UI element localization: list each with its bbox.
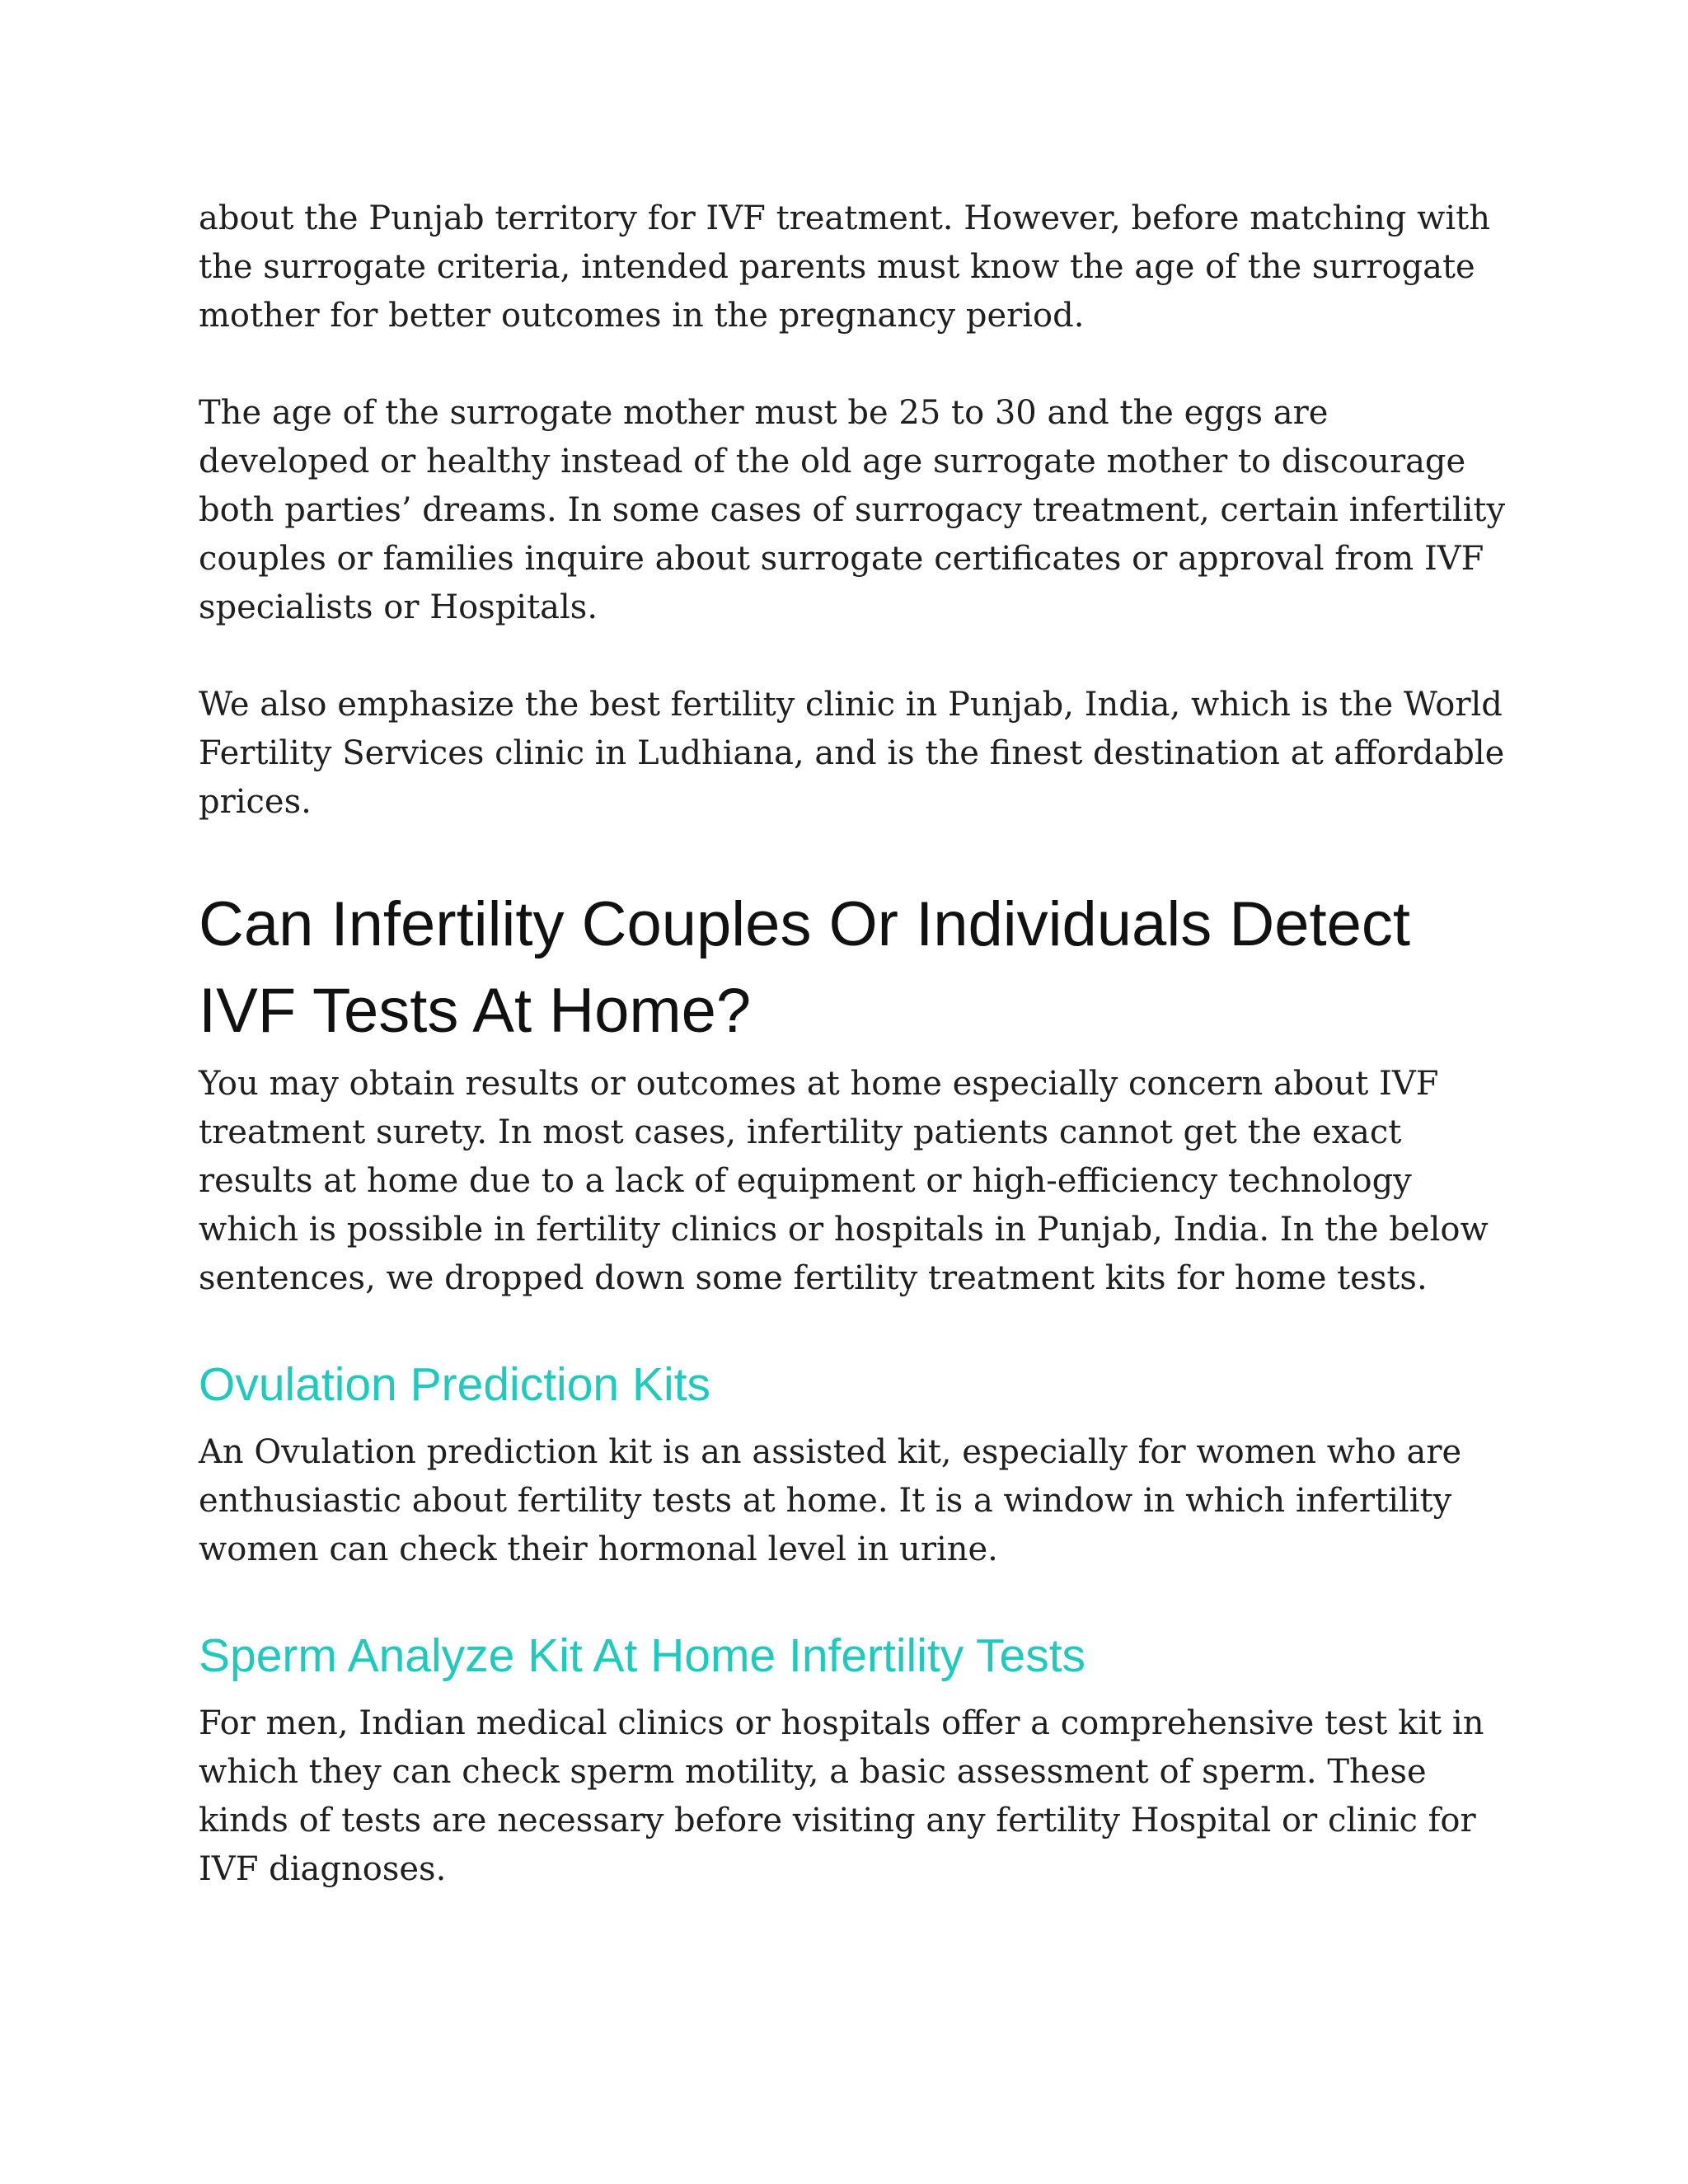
intro-paragraph-1: about the Punjab territory for IVF treatment. However, before matching with the surrogate criteria, intended parents must know the age of the surrogate mother for better outcomes in the pregnancy period. [199,199,1490,335]
page-content [199,194,1509,1894]
sperm-kit-paragraph: For men, Indian medical clinics or hospitals offer a comprehensive test kit in which they can check sperm motility, a basic assessment of sperm. These kinds of tests are necessary before visiting any fertility Hospital or clinic for IVF diagnoses. [199,1704,1484,1888]
intro-paragraph-2: The age of the surrogate mother must be 25 to 30 and the eggs are developed or healthy instead of the old age surrogate mother to discourage both parties’ dreams. In some cases of surrogacy treatment, certain infertility couples or families inquire about surrogate certificates or approval from IVF specialists or Hospitals. [199,394,1506,626]
home-tests-paragraph: You may obtain results or outcomes at home especially concern about IVF treatment surety. In most cases, infertility patients cannot get the exact results at home due to a lack of equipment or high-efficiency technology which is possible in fertility clinics or hospitals in Punjab, India. In the below sentences, we dropped down some fertility treatment kits for home tests. [199,1065,1489,1297]
home-tests-heading: Can Infertility Couples Or Individuals Detect IVF Tests At Home? [199,889,1410,1046]
ovulation-kits-heading: Ovulation Prediction Kits [199,1358,710,1411]
ovulation-kits-paragraph: An Ovulation prediction kit is an assisted kit, especially for women who are enthusiastic about fertility tests at home. It is a window in which infertility women can check their hormonal level in urine. [199,1433,1462,1568]
sperm-kit-heading: Sperm Analyze Kit At Home Infertility Tests [199,1629,1086,1682]
intro-paragraph-3: We also emphasize the best fertility clinic in Punjab, India, which is the World Fertility Services clinic in Ludhiana, and is the finest destination at affordable prices. [199,686,1505,821]
